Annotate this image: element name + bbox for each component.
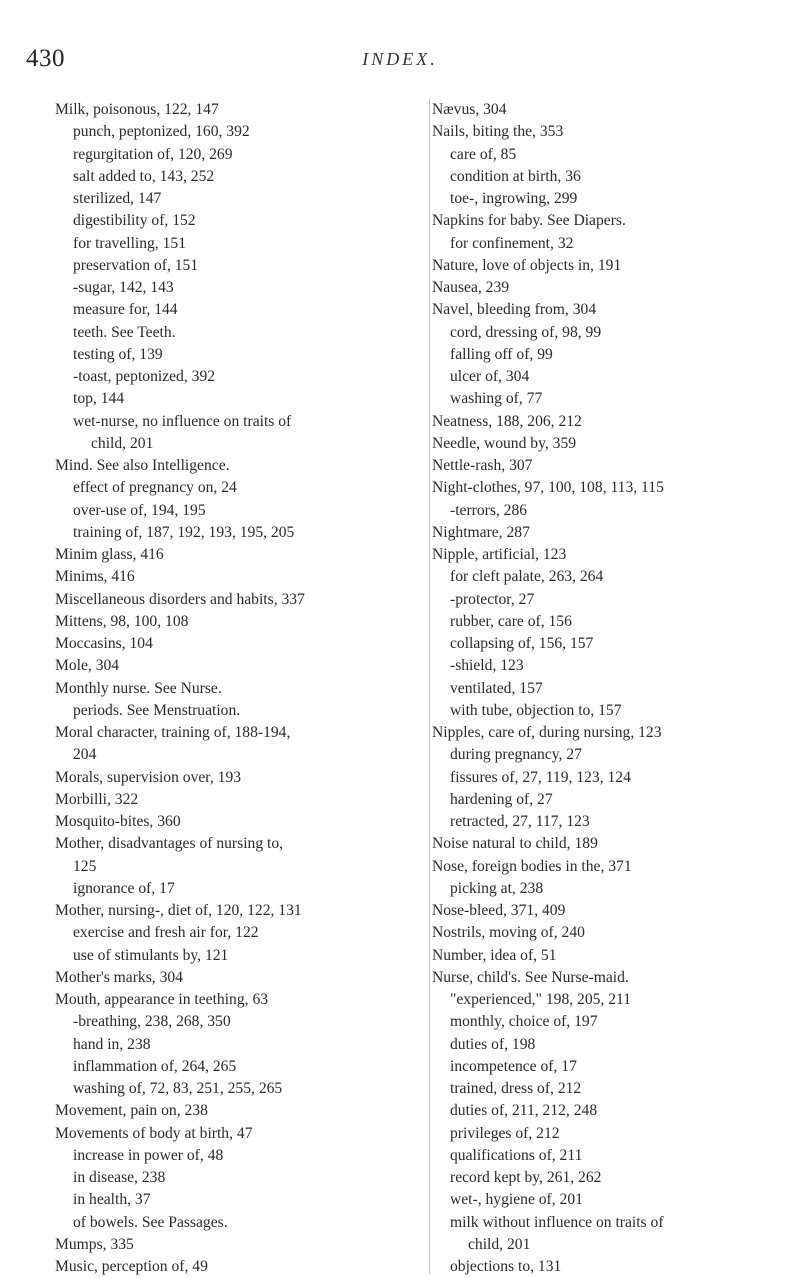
index-entry: objections to, 131	[450, 1258, 562, 1275]
index-entry: qualifications of, 211	[450, 1146, 583, 1164]
index-entry: Mother's marks, 304	[55, 968, 183, 986]
index-entry: collapsing of, 156, 157	[450, 635, 594, 652]
index-entry: effect of pregnancy on, 24	[73, 479, 237, 497]
index-entry: Noise natural to child, 189	[432, 835, 598, 853]
index-entry: Mind. See also Intelligence.	[55, 457, 230, 474]
index-entry: Nipple, artificial, 123	[432, 546, 567, 563]
index-entry: Night-clothes, 97, 100, 108, 113, 115	[432, 479, 664, 497]
index-entry: Mole, 304	[55, 657, 120, 675]
index-column-left	[55, 99, 427, 1278]
running-head: INDEX.	[362, 49, 438, 69]
index-entry: Minim glass, 416	[55, 546, 164, 563]
index-entry: Nipples, care of, during nursing, 123	[432, 724, 662, 741]
index-entry: Movements of body at birth, 47	[55, 1124, 253, 1142]
index-entry: Number, idea of, 51	[432, 946, 557, 964]
index-entry: periods. See Menstruation.	[73, 701, 241, 719]
index-entry: teeth. See Teeth.	[73, 323, 176, 341]
index-entry: Navel, bleeding from, 304	[432, 301, 597, 319]
index-entry: use of stimulants by, 121	[73, 946, 229, 964]
index-entry: wet-nurse, no influence on traits of	[73, 412, 292, 430]
index-entry: over-use of, 194, 195	[73, 501, 206, 519]
index-entry: Music, perception of, 49	[55, 1258, 208, 1275]
index-entry: 204	[73, 746, 97, 764]
index-entry: Moccasins, 104	[55, 635, 153, 652]
index-entry: for confinement, 32	[450, 234, 574, 252]
index-entry: rubber, care of, 156	[450, 612, 572, 630]
index-entry: duties of, 198	[450, 1035, 536, 1053]
index-entry: Milk, poisonous, 122, 147	[55, 101, 219, 118]
index-entry: -protector, 27	[450, 590, 535, 608]
index-entry: Nature, love of objects in, 191	[432, 256, 622, 274]
index-entry: -terrors, 286	[450, 501, 528, 519]
index-entry: Monthly nurse. See Nurse.	[55, 679, 222, 697]
index-entry: salt added to, 143, 252	[73, 167, 215, 185]
index-entry: Minims, 416	[55, 568, 135, 586]
index-entry: ignorance of, 17	[73, 879, 175, 897]
index-entry: Movement, pain on, 238	[55, 1102, 208, 1120]
index-entry: milk without influence on traits of	[450, 1213, 664, 1231]
index-entry: Mittens, 98, 100, 108	[55, 612, 189, 630]
index-entry: Neatness, 188, 206, 212	[432, 412, 582, 430]
index-entry: Mother, nursing-, diet of, 120, 122, 131	[55, 902, 302, 919]
index-entry: monthly, choice of, 197	[450, 1013, 598, 1031]
index-entry: washing of, 72, 83, 251, 255, 265	[73, 1080, 283, 1097]
index-entry: Nurse, child's. See Nurse-maid.	[432, 968, 629, 986]
index-entry: Moral character, training of, 188-194,	[55, 724, 291, 741]
index-entry: regurgitation of, 120, 269	[73, 145, 233, 163]
index-entry: Morals, supervision over, 193	[55, 768, 242, 786]
index-entry: for travelling, 151	[73, 234, 187, 252]
index-entry: hand in, 238	[73, 1035, 151, 1053]
index-entry: -sugar, 142, 143	[73, 279, 174, 296]
index-entry: picking at, 238	[450, 879, 544, 897]
index-entry: "experienced," 198, 205, 211	[450, 991, 632, 1008]
index-entry: measure for, 144	[73, 301, 178, 319]
index-entry: Morbilli, 322	[55, 790, 139, 808]
index-entry: cord, dressing of, 98, 99	[450, 323, 602, 341]
page-number: 430	[26, 45, 65, 72]
index-entry: washing of, 77	[450, 390, 543, 408]
index-entry: punch, peptonized, 160, 392	[73, 123, 250, 141]
index-entry: exercise and fresh air for, 122	[73, 924, 259, 942]
index-entry: condition at birth, 36	[450, 167, 581, 185]
index-entry: sterilized, 147	[73, 190, 162, 207]
index-entry: Mouth, appearance in teething, 63	[55, 991, 269, 1008]
index-entry: trained, dress of, 212	[450, 1080, 582, 1097]
column-divider	[429, 99, 430, 1274]
index-entry: inflammation of, 264, 265	[73, 1057, 237, 1075]
index-entry: duties of, 211, 212, 248	[450, 1102, 598, 1120]
index-entry: increase in power of, 48	[73, 1146, 224, 1164]
index-entry: -toast, peptonized, 392	[73, 368, 216, 385]
index-entry: Nausea, 239	[432, 279, 510, 296]
index-entry: training of, 187, 192, 193, 195, 205	[73, 523, 295, 541]
index-entry: preservation of, 151	[73, 256, 199, 274]
index-entry: Nose-bleed, 371, 409	[432, 902, 566, 919]
index-entry: Nostrils, moving of, 240	[432, 924, 585, 942]
index-entry: in health, 37	[73, 1191, 151, 1209]
index-entry: Mumps, 335	[55, 1235, 134, 1253]
index-entry: fissures of, 27, 119, 123, 124	[450, 768, 631, 786]
index-entry: 125	[73, 857, 97, 875]
index-entry: incompetence of, 17	[450, 1057, 577, 1075]
index-entry: Miscellaneous disorders and habits, 337	[55, 590, 305, 608]
index-entry: child, 201	[91, 434, 154, 452]
index-entry: toe-, ingrowing, 299	[450, 190, 578, 207]
index-entry: Needle, wound by, 359	[432, 434, 577, 452]
index-entry: for cleft palate, 263, 264	[450, 568, 604, 586]
index-entry: wet-, hygiene of, 201	[450, 1191, 583, 1209]
index-entry: Mother, disadvantages of nursing to,	[55, 835, 284, 853]
page-header	[0, 45, 800, 79]
index-entry: Nettle-rash, 307	[432, 457, 533, 474]
index-entry: privileges of, 212	[450, 1124, 560, 1142]
index-entry: ulcer of, 304	[450, 368, 530, 385]
index-entry: -breathing, 238, 268, 350	[73, 1013, 231, 1031]
index-column-right	[432, 99, 782, 1278]
index-entry: Nose, foreign bodies in the, 371	[432, 857, 632, 875]
index-entry: child, 201	[468, 1235, 531, 1253]
index-entry: -shield, 123	[450, 657, 524, 675]
index-entry: in disease, 238	[73, 1169, 166, 1186]
index-entry: Nightmare, 287	[432, 523, 530, 541]
index-entry: during pregnancy, 27	[450, 746, 582, 764]
index-entry: retracted, 27, 117, 123	[450, 813, 590, 830]
index-entry: hardening of, 27	[450, 790, 553, 808]
index-entry: testing of, 139	[73, 345, 163, 363]
index-entry: ventilated, 157	[450, 679, 543, 697]
index-entry: top, 144	[73, 390, 125, 408]
index-entry: Nævus, 304	[432, 101, 507, 118]
index-entry: of bowels. See Passages.	[73, 1213, 228, 1231]
index-entry: record kept by, 261, 262	[450, 1169, 602, 1186]
index-entry: Napkins for baby. See Diapers.	[432, 212, 626, 230]
index-entry: with tube, objection to, 157	[450, 701, 622, 719]
index-entry: care of, 85	[450, 145, 517, 163]
index-entry: digestibility of, 152	[73, 212, 196, 230]
index-entry: Mosquito-bites, 360	[55, 813, 181, 830]
index-entry: falling off of, 99	[450, 345, 553, 363]
index-entry: Nails, biting the, 353	[432, 123, 564, 141]
